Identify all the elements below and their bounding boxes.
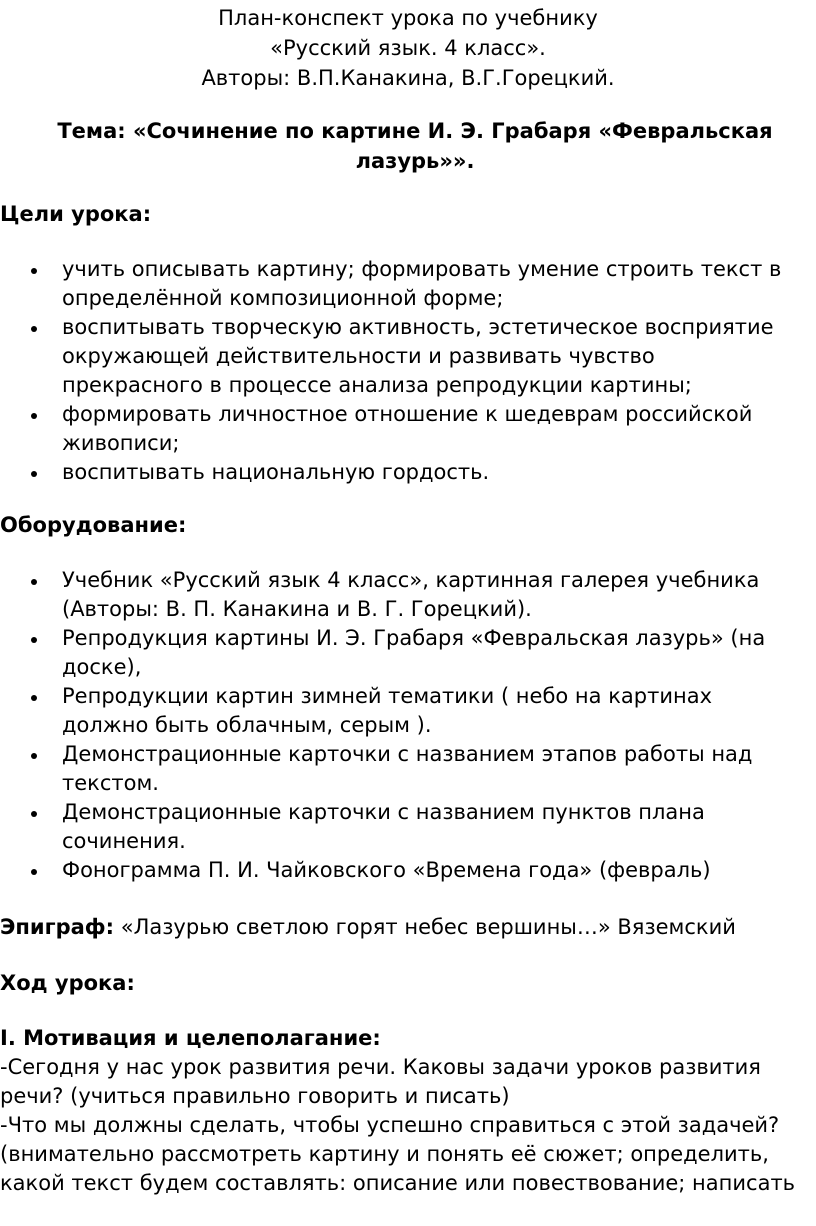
header-line-3: Авторы: В.П.Канакина, В.Г.Горецкий.: [201, 66, 615, 90]
section-1: [0, 1024, 816, 1198]
goals-list-wrap: [0, 255, 816, 487]
course-section: [0, 969, 816, 998]
paragraph: -Сегодня у нас урок развития речи. Каковы задачи уроков развития речи? (учиться правильно говорить и писать): [0, 1055, 761, 1108]
list-item: Фонограмма П. И. Чайковского «Времена года» (февраль): [0, 856, 792, 885]
list-item: воспитывать творческую активность, эстетическое восприятие окружающей действительности и развивать чувство прекрасного в процессе анализа репродукции картины;: [0, 313, 792, 400]
equipment-section: [0, 511, 816, 540]
epigraph-label: Эпиграф:: [0, 915, 115, 939]
section-1-heading: I. Мотивация и целеполагание:: [0, 1026, 381, 1050]
equipment-list: [0, 566, 816, 885]
goals-list: [0, 255, 816, 487]
list-item: Учебник «Русский язык 4 класс», картинная галерея учебника (Авторы: В. П. Канакина и В. Г. Горецкий).: [0, 566, 792, 624]
goals-section: [0, 200, 816, 229]
list-item: Демонстрационные карточки с названием этапов работы над текстом.: [0, 740, 792, 798]
document-header: [0, 3, 816, 93]
paragraph: -Что мы должны сделать, чтобы успешно справиться с этой задачей? (внимательно рассмотреть картину и понять её сюжет; определить, какой текст будем составлять: описание или повествование; написать: [0, 1113, 796, 1195]
equipment-heading: Оборудование:: [0, 513, 187, 537]
header-line-2: «Русский язык. 4 класс».: [270, 36, 546, 60]
list-item: воспитывать национальную гордость.: [0, 458, 792, 487]
epigraph-text: «Лазурью светлою горят небес вершины…» Вяземский: [114, 915, 736, 939]
list-item: Демонстрационные карточки с названием пунктов плана сочинения.: [0, 798, 792, 856]
list-item: формировать личностное отношение к шедеврам российской живописи;: [0, 400, 792, 458]
equipment-list-wrap: [0, 566, 816, 885]
list-item: Репродукции картин зимней тематики ( небо на картинах должно быть облачным, серым ).: [0, 682, 792, 740]
goals-heading: Цели урока:: [0, 202, 152, 226]
list-item: Репродукция картины И. Э. Грабаря «Февральская лазурь» (на доске),: [0, 624, 792, 682]
header-line-1: План-конспект урока по учебнику: [218, 6, 598, 30]
list-item: учить описывать картину; формировать умение строить текст в определённой композиционной форме;: [0, 255, 792, 313]
course-heading: Ход урока:: [0, 971, 135, 995]
epigraph: [0, 913, 816, 942]
lesson-theme: Тема: «Сочинение по картине И. Э. Грабаря «Февральская лазурь»».: [57, 119, 773, 173]
